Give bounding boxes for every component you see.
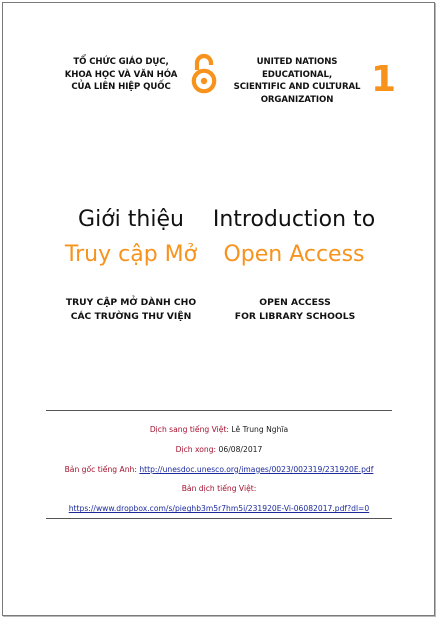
translation-line <box>46 479 392 499</box>
title-en-line-2: Open Access <box>223 242 365 267</box>
translator-name: Lê Trung Nghĩa <box>231 425 289 434</box>
open-access-lock-icon <box>189 52 219 94</box>
original-link[interactable]: http://unesdoc.unesco.org/images/0023/002319/231920E.pdf <box>139 464 374 474</box>
unesco-vi-line-3: CỦA LIÊN HIỆP QUỐC <box>71 82 171 92</box>
unesco-en-line-2: SCIENTIFIC AND CULTURAL <box>233 82 361 92</box>
subtitle-vi-line-1: TRUY CẬP MỞ DÀNH CHO <box>65 297 197 308</box>
title-vi-line-1: Giới thiệu <box>78 207 184 232</box>
unesco-name-vietnamese <box>48 56 194 94</box>
series-number: 1 <box>371 59 397 100</box>
unesco-en-line-3: ORGANIZATION <box>260 94 334 105</box>
translator-label: Dịch sang tiếng Việt: <box>149 425 229 434</box>
divider-top <box>46 410 392 411</box>
subtitle-en-line-2: FOR LIBRARY SCHOOLS <box>234 310 356 322</box>
translator-line <box>46 420 392 440</box>
unesco-name-english <box>222 56 372 106</box>
original-label: Bản gốc tiếng Anh: <box>64 464 137 474</box>
unesco-vi-line-2: KHOA HỌC VÀ VĂN HÓA <box>64 69 178 80</box>
title-en-line-1: Introduction to <box>212 207 376 232</box>
subtitle-vi-line-2: CÁC TRƯỜNG THƯ VIỆN <box>70 310 192 322</box>
translation-credits <box>46 420 392 519</box>
translation-link[interactable]: https://www.dropbox.com/s/pieghb3m5r7hm5i/231920E-Vi-06082017.pdf?dl=0 <box>68 504 370 514</box>
unesco-vi-line-1: TỔ CHỨC GIÁO DỤC, <box>73 57 169 67</box>
divider-bottom <box>46 518 392 519</box>
title-vi-line-2: Truy cập Mở <box>64 242 198 267</box>
date-label: Dịch xong: <box>175 444 217 454</box>
subtitle-english <box>212 296 378 323</box>
subtitle-en-line-1: OPEN ACCESS <box>259 297 331 308</box>
original-line <box>46 460 392 480</box>
translation-link-line <box>46 499 392 519</box>
translation-label: Bản dịch tiếng Việt: <box>181 484 257 494</box>
date-line <box>46 440 392 460</box>
unesco-en-line-1: UNITED NATIONS EDUCATIONAL, <box>256 57 338 80</box>
subtitle-vietnamese <box>46 296 216 323</box>
date-value: 06/08/2017 <box>218 444 263 454</box>
